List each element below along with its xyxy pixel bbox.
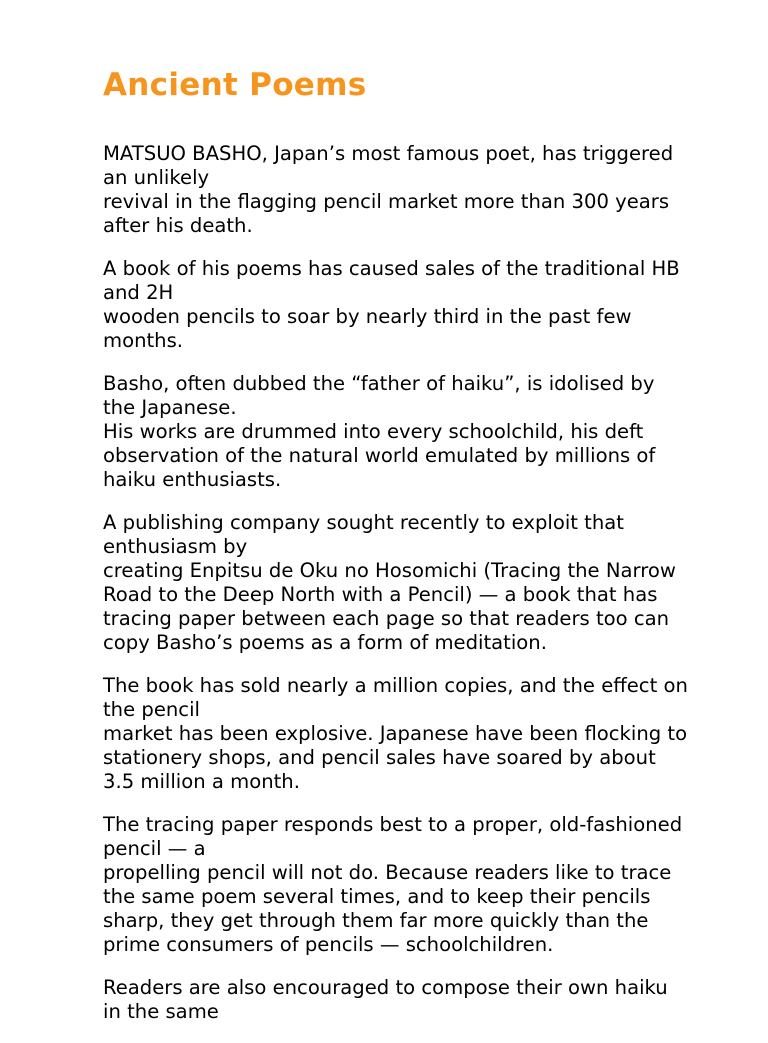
paragraph-line: the Japanese. — [103, 396, 237, 419]
paragraph-line: Road to the Deep North with a Pencil) — a book that has — [103, 583, 658, 606]
paragraph-line: wooden pencils to soar by nearly third in the past few — [103, 305, 632, 328]
paragraph-line: tracing paper between each page so that readers too can — [103, 607, 670, 630]
paragraph-line: in the same — [103, 1000, 219, 1023]
paragraph-line: observation of the natural world emulated by millions of — [103, 444, 656, 467]
paragraph-line: the same poem several times, and to keep their pencils — [103, 885, 651, 908]
paragraph — [103, 511, 733, 655]
paragraph-line: The tracing paper responds best to a proper, old-fashioned — [103, 813, 683, 836]
paragraph-line: Basho, often dubbed the “father of haiku”, is idolised by — [103, 372, 655, 395]
paragraph-line: market has been explosive. Japanese have been flocking to — [103, 722, 688, 745]
paragraph-line: A book of his poems has caused sales of the traditional HB — [103, 257, 680, 280]
paragraph-line: creating Enpitsu de Oku no Hosomichi (Tracing the Narrow — [103, 559, 676, 582]
paragraph-line: and 2H — [103, 281, 174, 304]
paragraph-line: sharp, they get through them far more quickly than the — [103, 909, 649, 932]
paragraph-line: revival in the flagging pencil market more than 300 years — [103, 190, 670, 213]
paragraph-line: MATSUO BASHO, Japan’s most famous poet, has triggered — [103, 142, 674, 165]
paragraph — [103, 813, 733, 957]
paragraph-line: haiku enthusiasts. — [103, 468, 282, 491]
paragraph-line: an unlikely — [103, 166, 210, 189]
paragraph-line: 3.5 million a month. — [103, 770, 300, 793]
paragraph-line: pencil — a — [103, 837, 206, 860]
document-page — [103, 66, 733, 1043]
paragraph-line: Readers are also encouraged to compose their own haiku — [103, 976, 668, 999]
paragraph-line: months. — [103, 329, 184, 352]
paragraph — [103, 257, 733, 353]
paragraph — [103, 976, 733, 1024]
paragraph-line: propelling pencil will not do. Because readers like to trace — [103, 861, 672, 884]
paragraph-line: prime consumers of pencils — schoolchildren. — [103, 933, 554, 956]
paragraph-line: stationery shops, and pencil sales have soared by about — [103, 746, 656, 769]
paragraph-line: enthusiasm by — [103, 535, 248, 558]
article-body — [103, 142, 733, 1024]
paragraph-line: The book has sold nearly a million copies, and the effect on — [103, 674, 688, 697]
paragraph — [103, 372, 733, 492]
page-title: Ancient Poems — [103, 67, 367, 103]
paragraph-line: His works are drummed into every schoolchild, his deft — [103, 420, 644, 443]
paragraph — [103, 674, 733, 794]
paragraph-line: after his death. — [103, 214, 253, 237]
paragraph — [103, 142, 733, 238]
paragraph-line: copy Basho’s poems as a form of meditation. — [103, 631, 547, 654]
paragraph-line: the pencil — [103, 698, 200, 721]
paragraph-line: A publishing company sought recently to exploit that — [103, 511, 624, 534]
